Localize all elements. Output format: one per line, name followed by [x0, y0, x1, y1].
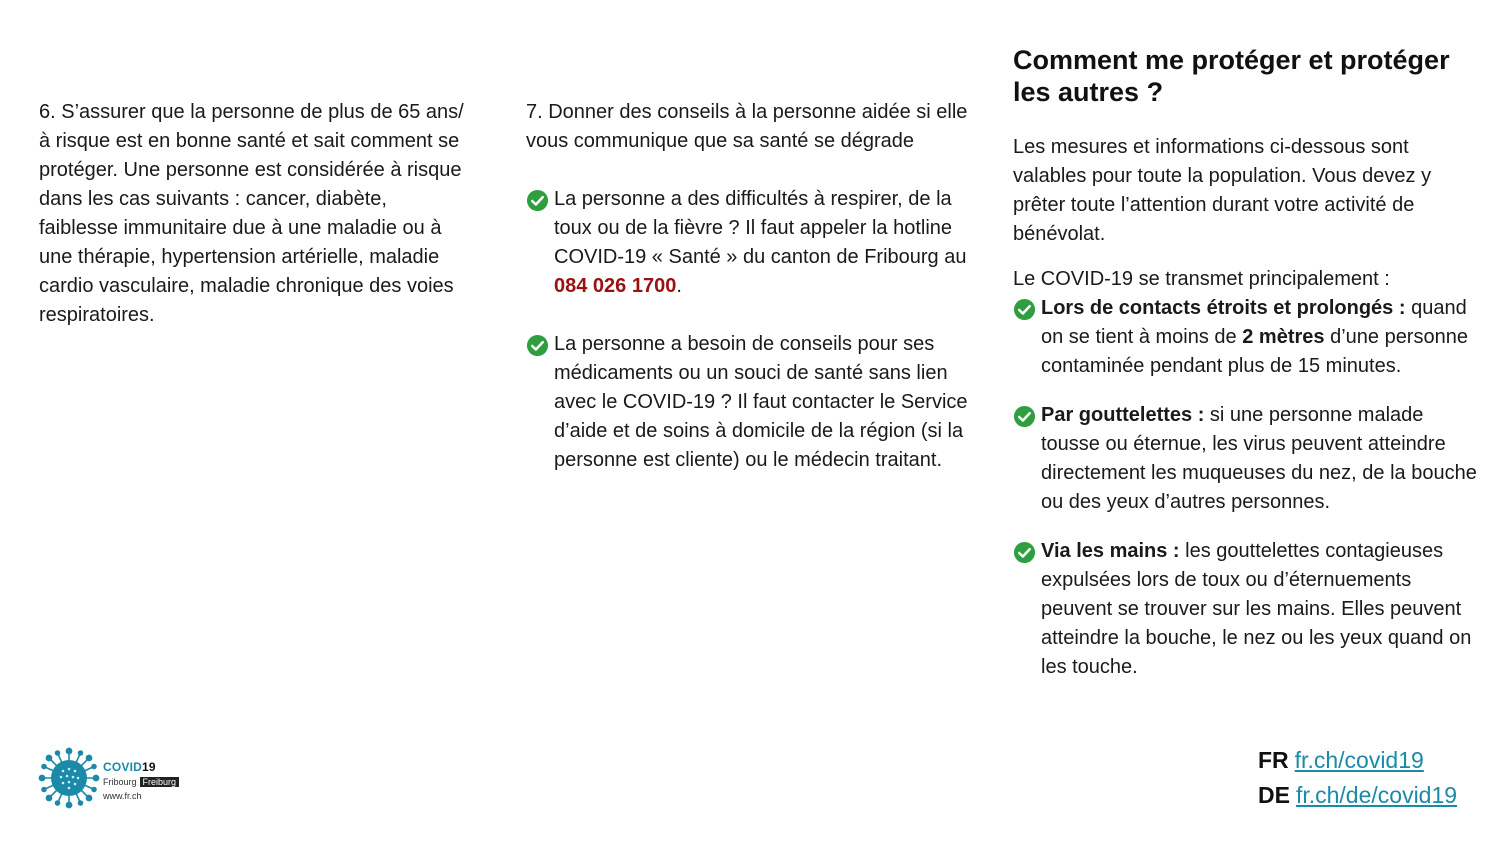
column-middle: [526, 98, 986, 475]
column-left: [39, 98, 469, 330]
advice-item-text: La personne a besoin de conseils pour ses médicaments ou un souci de santé sans lien avec le COVID-19 ? Il faut contacter le Service d’aide et de soins à domicile de la région (si la personne est cliente) ou le médecin traitant.: [554, 333, 968, 471]
transmission-item-contact: Lors de contacts étroits et prolongés : quand on se tient à moins de 2 mètres d’une personne contaminée pendant plus de 15 minutes.: [1013, 294, 1483, 381]
advice-item-medication: [526, 330, 986, 475]
advice-item-breathing: La personne a des difficultés à respirer, de la toux ou de la fièvre ? Il faut appeler la hotline COVID-19 « Santé » du canton de Fribourg au 084 026 1700.: [526, 185, 986, 301]
link-de[interactable]: fr.ch/de/covid19: [1295, 782, 1458, 808]
logo-subtitle: Fribourg Freiburg: [103, 777, 179, 787]
link-row-fr: [1258, 743, 1457, 778]
check-circle-icon: [1013, 541, 1036, 564]
hotline-phone-number: 084 026 1700: [554, 275, 677, 297]
transmission-item-droplets: Par gouttelettes : si une personne malade tousse ou éternue, les virus peuvent atteindre directement les muqueuses du nez, de la bouche ou des yeux d’autres personnes.: [1013, 401, 1483, 517]
check-circle-icon: [1013, 298, 1036, 321]
check-circle-icon: [526, 334, 549, 357]
virus-icon: [38, 747, 100, 809]
link-fr[interactable]: fr.ch/covid19: [1294, 747, 1424, 773]
section-heading: Comment me protéger et protéger les autres ?: [1013, 45, 1450, 107]
check-circle-icon: [1013, 405, 1036, 428]
column-right: [1013, 44, 1483, 682]
point-7-text: 7. Donner des conseils à la personne aidée si elle vous communique que sa santé se dégrade: [526, 101, 968, 152]
lang-label: DE: [1258, 782, 1290, 808]
covid19-fribourg-logo: [38, 747, 188, 811]
intro-text: Les mesures et informations ci-dessous sont valables pour toute la population. Vous devez y prêter toute l’attention durant votre activité de bénévolat.: [1013, 136, 1432, 245]
transmission-item-hands: Via les mains : les gouttelettes contagieuses expulsées lors de toux ou d’éternuements peuvent se trouver sur les mains. Elles peuvent atteindre la bouche, le nez ou les yeux quand on les touche.: [1013, 537, 1483, 682]
point-6-text: 6. S’assurer que la personne de plus de 65 ans/à risque est en bonne santé et sait comment se protéger. Une personne est considérée à risque dans les cas suivants : cancer, diabète, faiblesse immunitaire due à une maladie ou à une thérapie, hypertension artérielle, maladie cardio vasculaire, maladie chronique des voies respiratoires.: [39, 101, 464, 326]
logo-title: COVID19: [103, 760, 156, 774]
lang-label: FR: [1258, 747, 1289, 773]
link-row-de: [1258, 778, 1457, 813]
website-links: [1258, 743, 1457, 813]
transmission-lead: Le COVID-19 se transmet principalement :: [1013, 268, 1390, 290]
check-circle-icon: [526, 189, 549, 212]
advice-item-text: La personne a des difficultés à respirer, de la toux ou de la fièvre ? Il faut appeler la hotline COVID-19 « Santé » du canton de Fribourg au: [554, 188, 967, 268]
logo-url: www.fr.ch: [103, 791, 142, 801]
